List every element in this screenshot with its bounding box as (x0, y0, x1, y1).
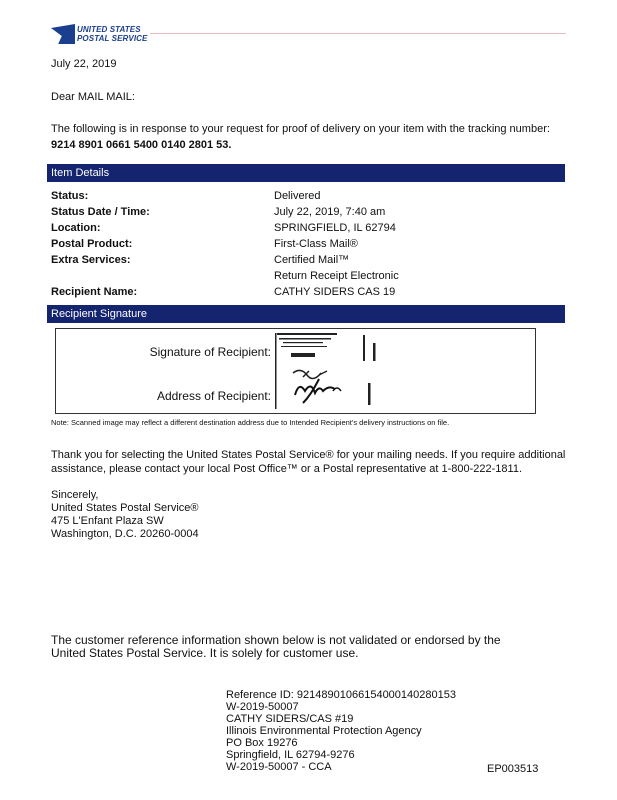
signature-box (55, 328, 536, 414)
reference-line-3: CATHY SIDERS/CAS #19 (226, 713, 354, 725)
letter-date: July 22, 2019 (51, 58, 117, 70)
logo-text: UNITED STATES POSTAL SERVICE (77, 25, 148, 43)
thanks-line-2: assistance, please contact your local Post Office™ or a Postal representative at 1-800-222-1811. (51, 463, 523, 475)
reference-id: Reference ID: 92148901066154000140280153 (226, 689, 456, 701)
value-recipient-name: CATHY SIDERS CAS 19 (274, 286, 396, 298)
value-postal-product: First-Class Mail® (274, 238, 358, 250)
recipient-signature-header: Recipient Signature (47, 305, 565, 323)
value-status: Delivered (274, 190, 321, 202)
reference-line-2: W-2019-50007 (226, 701, 299, 713)
scanned-signature-image (273, 333, 379, 409)
value-extra-services: Certified Mail™ (274, 254, 350, 266)
label-status-date: Status Date / Time: (51, 206, 150, 218)
signature-label: Signature of Recipient: (149, 345, 271, 359)
label-postal-product: Postal Product: (51, 238, 133, 250)
closing-city: Washington, D.C. 20260-0004 (51, 528, 199, 540)
value-location: SPRINGFIELD, IL 62794 (274, 222, 396, 234)
reference-line-6: Springfield, IL 62794-9276 (226, 749, 355, 761)
greeting: Dear MAIL MAIL: (51, 91, 135, 103)
scan-note: Note: Scanned image may reflect a different destination address due to Intended Recipient's delivery instructions on file. (51, 418, 450, 427)
closing-org: United States Postal Service® (51, 502, 199, 514)
disclaimer-line-1: The customer reference information shown below is not validated or endorsed by the (51, 633, 501, 647)
label-recipient-name: Recipient Name: (51, 286, 138, 298)
label-location: Location: (51, 222, 101, 234)
closing-street: 475 L'Enfant Plaza SW (51, 515, 164, 527)
item-details-header: Item Details (47, 164, 565, 182)
thanks-line-1: Thank you for selecting the United States Postal Service® for your mailing needs. If you require additional (51, 449, 566, 461)
usps-logo (51, 22, 161, 48)
address-label: Address of Recipient: (156, 389, 271, 403)
reference-line-7: W-2019-50007 - CCA (226, 761, 332, 773)
label-extra-services: Extra Services: (51, 254, 131, 266)
eagle-icon (51, 24, 75, 44)
reference-line-4: Illinois Environmental Protection Agency (226, 725, 422, 737)
value-extra-services-2: Return Receipt Electronic (274, 270, 399, 282)
label-status: Status: (51, 190, 89, 202)
intro-text: The following is in response to your request for proof of delivery on your item with the tracking number: (51, 123, 550, 135)
header-divider (150, 33, 566, 34)
tracking-number: 9214 8901 0661 5400 0140 2801 53. (51, 139, 232, 151)
reference-line-5: PO Box 19276 (226, 737, 298, 749)
reference-code: EP003513 (487, 763, 539, 775)
closing-sincerely: Sincerely, (51, 489, 99, 501)
disclaimer-line-2: United States Postal Service. It is solely for customer use. (51, 646, 359, 660)
value-status-date: July 22, 2019, 7:40 am (274, 206, 386, 218)
